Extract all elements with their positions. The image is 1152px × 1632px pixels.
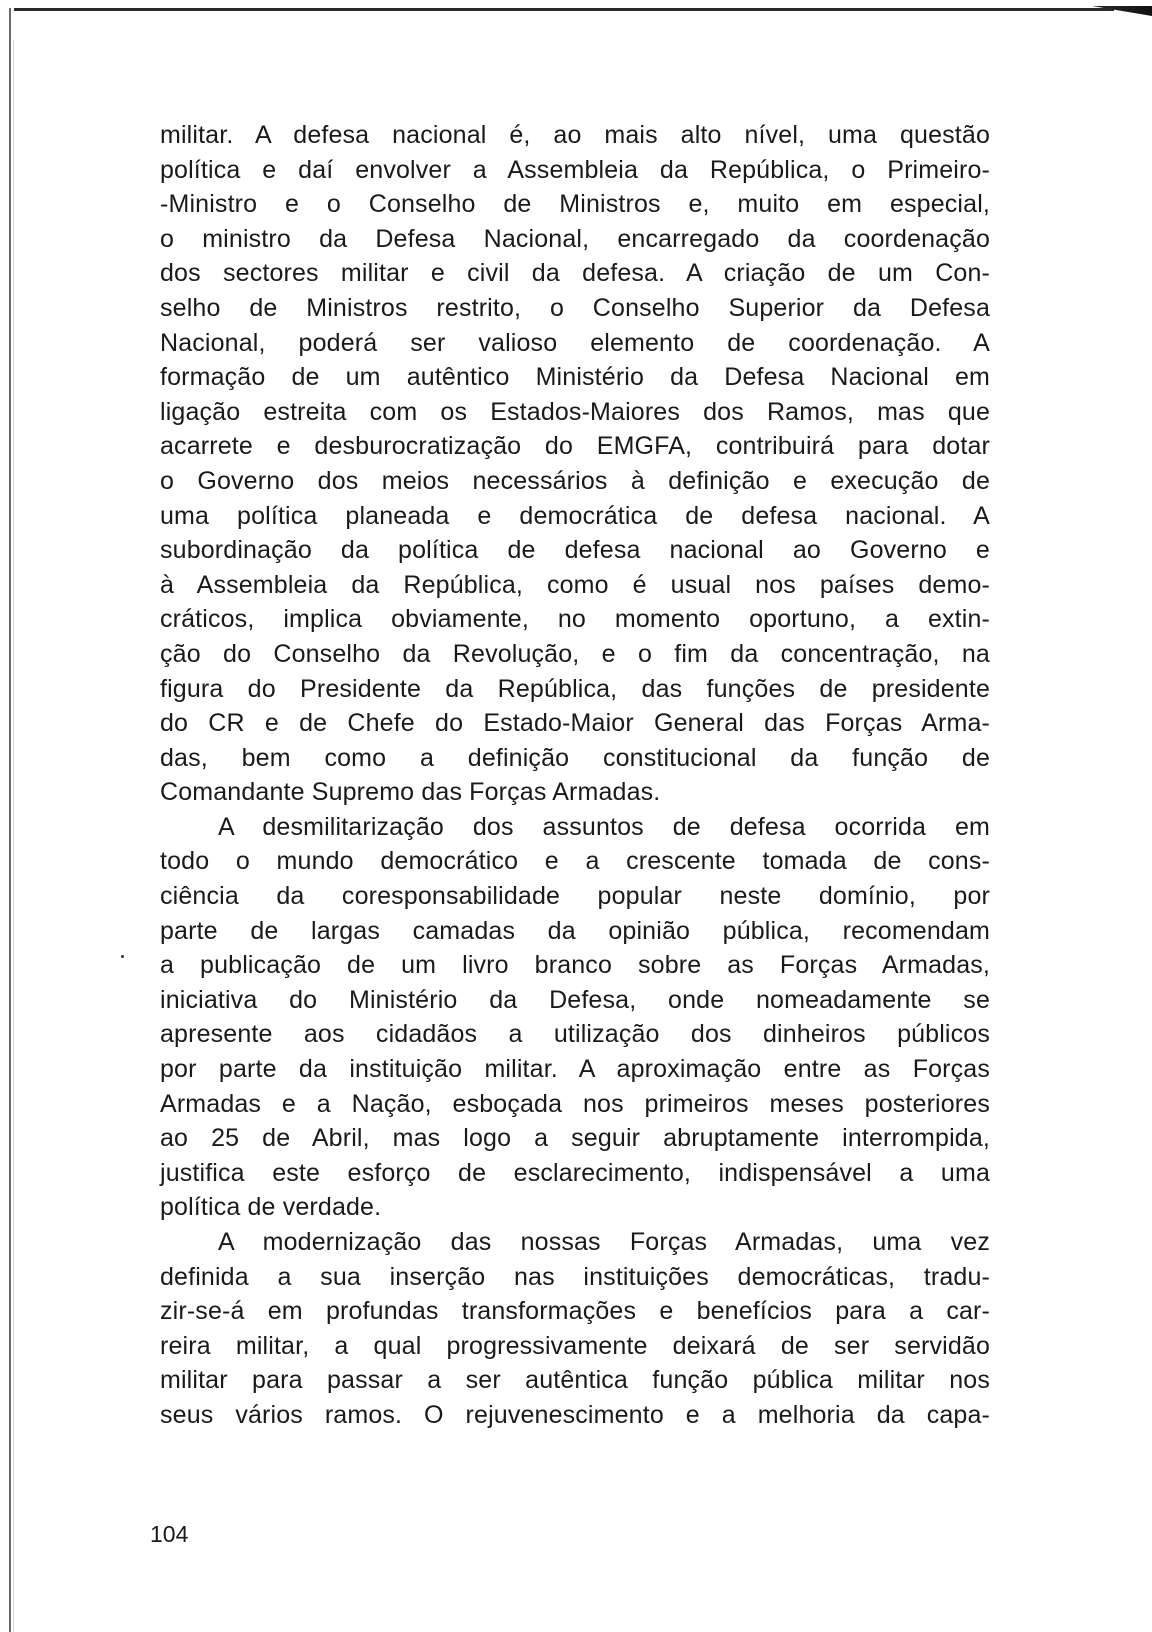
text-line: selho de Ministros restrito, o Conselho Superior da Defesa bbox=[160, 293, 990, 322]
text-line: cráticos, implica obviamente, no momento oportuno, a extin- bbox=[160, 605, 990, 634]
scan-left-border bbox=[9, 8, 11, 1632]
page-number: 104 bbox=[150, 1521, 189, 1547]
text-line: definida a sua inserção nas instituições democráticas, tradu- bbox=[160, 1262, 990, 1291]
text-line: Comandante Supremo das Forças Armadas. bbox=[160, 778, 661, 807]
text-line: A modernização das nossas Forças Armadas, uma vez bbox=[218, 1228, 990, 1256]
text-line: Armadas e a Nação, esboçada nos primeiros meses posteriores bbox=[160, 1089, 990, 1118]
paragraph-1 bbox=[160, 118, 990, 810]
text-line: Nacional, poderá ser valioso elemento de coordenação. A bbox=[160, 328, 990, 357]
text-line: ligação estreita com os Estados-Maiores dos Ramos, mas que bbox=[160, 397, 990, 426]
text-line: parte de largas camadas da opinião pública, recomendam bbox=[160, 916, 990, 945]
scan-corner-mark bbox=[1092, 6, 1152, 16]
text-line: todo o mundo democrático e a crescente tomada de cons- bbox=[160, 847, 990, 876]
text-line: política de verdade. bbox=[160, 1193, 382, 1222]
text-line: das, bem como a definição constitucional da função de bbox=[160, 743, 990, 772]
page-body bbox=[160, 118, 990, 1433]
text-line: por parte da instituição militar. A aproximação entre as Forças bbox=[160, 1055, 990, 1084]
paragraph-2 bbox=[160, 810, 990, 1225]
text-line: subordinação da política de defesa nacional ao Governo e bbox=[160, 536, 990, 565]
stray-ink-dot bbox=[121, 955, 124, 958]
text-line: militar. A defesa nacional é, ao mais alto nível, uma questão bbox=[160, 121, 990, 149]
text-line: política e daí envolver a Assembleia da República, o Primeiro- bbox=[160, 155, 990, 184]
text-line: do CR e de Chefe do Estado-Maior General das Forças Arma- bbox=[160, 709, 990, 738]
paragraph-3 bbox=[160, 1225, 990, 1433]
text-line: seus vários ramos. O rejuvenescimento e a melhoria da capa- bbox=[160, 1400, 990, 1429]
text-line: apresente aos cidadãos a utilização dos dinheiros públicos bbox=[160, 1020, 990, 1049]
text-line: acarrete e desburocratização do EMGFA, contribuirá para dotar bbox=[160, 432, 990, 461]
text-line: o ministro da Defesa Nacional, encarregado da coordenação bbox=[160, 224, 990, 253]
text-line: ciência da coresponsabilidade popular neste domínio, por bbox=[160, 882, 990, 911]
text-line: uma política planeada e democrática de defesa nacional. A bbox=[160, 501, 990, 530]
text-line: militar para passar a ser autêntica função pública militar nos bbox=[160, 1366, 990, 1395]
text-line: justifica este esforço de esclarecimento, indispensável a uma bbox=[160, 1158, 990, 1187]
text-line: a publicação de um livro branco sobre as Forças Armadas, bbox=[160, 951, 990, 980]
text-line: -Ministro e o Conselho de Ministros e, muito em especial, bbox=[160, 190, 990, 219]
text-line: o Governo dos meios necessários à definição e execução de bbox=[160, 466, 990, 495]
text-line: iniciativa do Ministério da Defesa, onde nomeadamente se bbox=[160, 985, 990, 1014]
scan-top-border bbox=[14, 8, 1114, 11]
text-line: dos sectores militar e civil da defesa. A criação de um Con- bbox=[160, 259, 990, 288]
text-line: ção do Conselho da Revolução, e o fim da concentração, na bbox=[160, 639, 990, 668]
scan-left-shadow bbox=[13, 40, 14, 1632]
text-line: reira militar, a qual progressivamente deixará de ser servidão bbox=[160, 1331, 990, 1360]
text-line: figura do Presidente da República, das funções de presidente bbox=[160, 674, 990, 703]
text-line: zir-se-á em profundas transformações e benefícios para a car- bbox=[160, 1297, 990, 1326]
text-line: formação de um autêntico Ministério da Defesa Nacional em bbox=[160, 363, 990, 392]
text-line: ao 25 de Abril, mas logo a seguir abruptamente interrompida, bbox=[160, 1124, 990, 1153]
text-line: à Assembleia da República, como é usual nos países demo- bbox=[160, 570, 990, 599]
text-line: A desmilitarização dos assuntos de defesa ocorrida em bbox=[218, 812, 990, 841]
